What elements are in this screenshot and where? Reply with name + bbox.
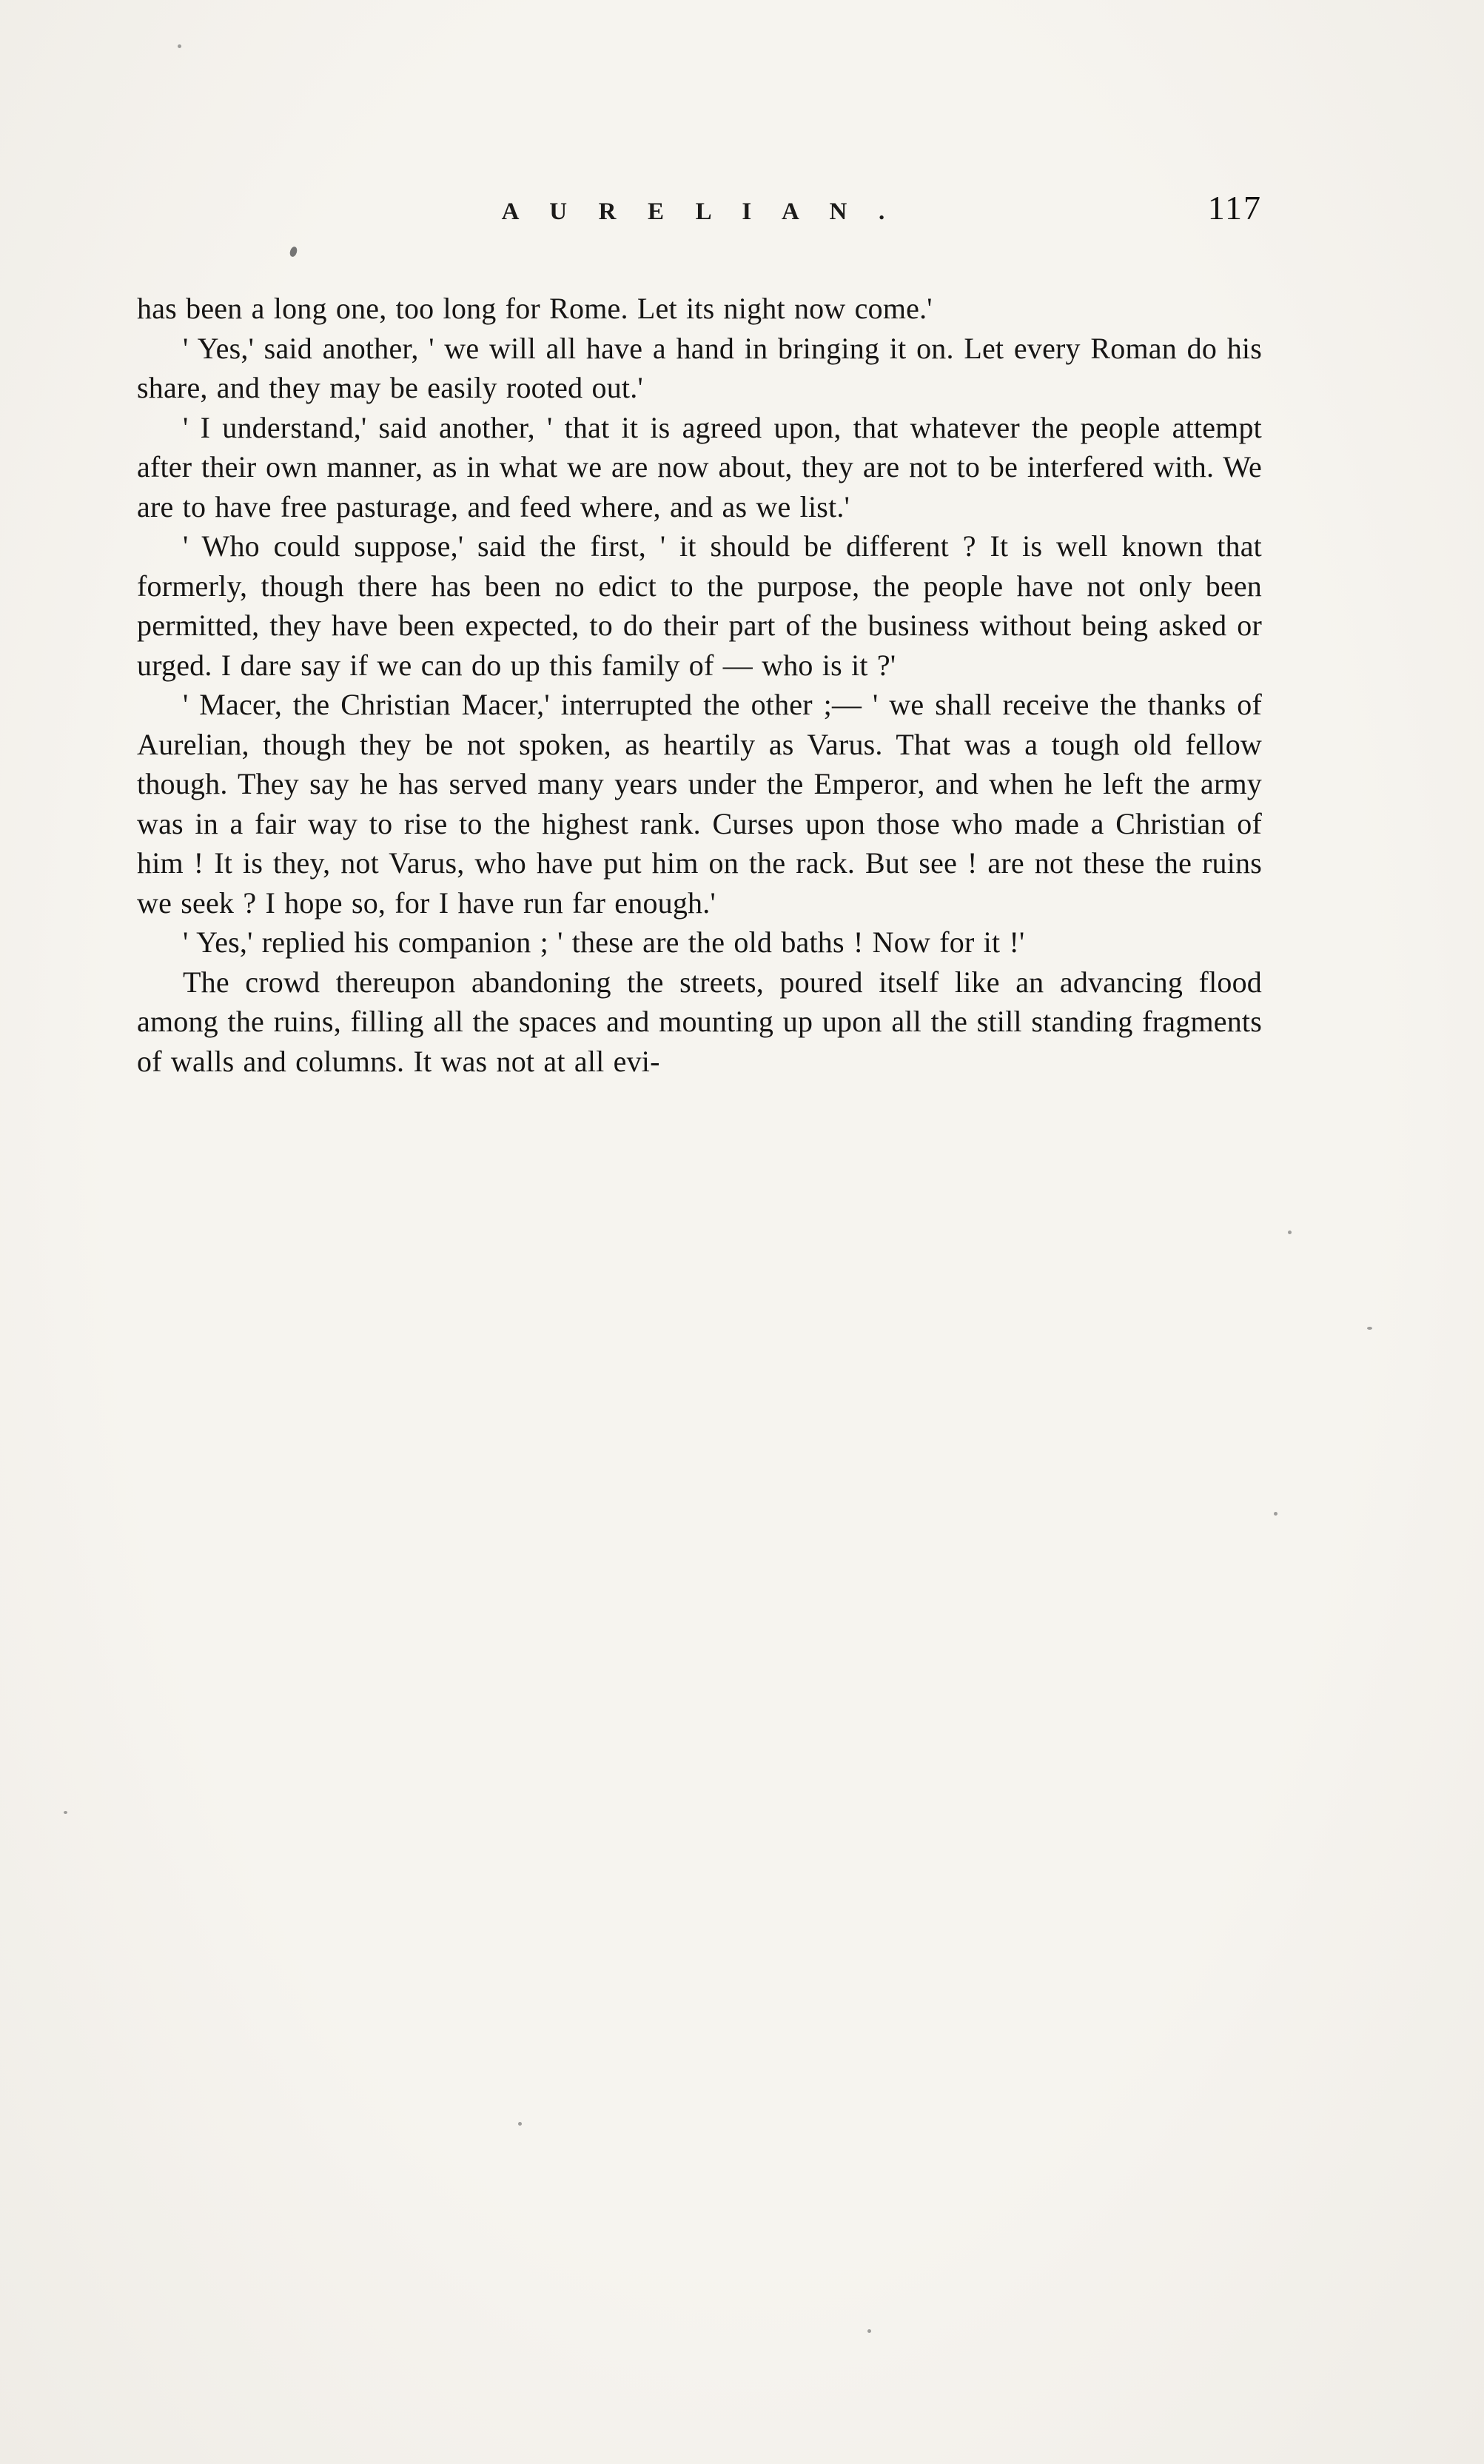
scan-artifact: [518, 2122, 522, 2126]
scan-artifact: [64, 1811, 67, 1814]
paragraph: ' Yes,' replied his companion ; ' these are the old baths ! Now for it !': [183, 925, 1025, 959]
paragraph: has been a long one, too long for Rome. Let its night now come.': [137, 292, 933, 325]
paragraph: ' Macer, the Christian Macer,' interrupted the other ;— ' we shall receive the thanks of Aurelian, though they be not spoken, as heartily as Varus. That was a tough old fellow though. They say he has served many years under the Emperor, and when he left the army was in a fair way to rise to the highest rank. Curses upon those who made a Christian of him ! It is they, not Varus, who have put him on the rack. But see ! are not these the ruins we seek ? I hope so, for I have run far enough.': [137, 688, 1262, 920]
scan-artifact: [178, 44, 181, 48]
paragraph: ' Yes,' said another, ' we will all have a hand in bringing it on. Let every Roman do his share, and they may be easily rooted out.': [137, 331, 1262, 404]
scan-artifact: [1367, 1327, 1372, 1330]
page-number: 117: [1207, 189, 1262, 227]
paragraph: The crowd thereupon abandoning the streets, poured itself like an advancing flood among the ruins, filling all the spaces and mounting up upon all the still standing fragments of walls and columns. It was not at all evi-: [137, 965, 1262, 1078]
paragraph: ' Who could suppose,' said the first, ' it should be different ? It is well known that formerly, though there has been no edict to the purpose, the people have not only been permitted, they have been expected, to do their part of the business without being asked or urged. I dare say if we can do up this family of — who is it ?': [137, 529, 1262, 682]
page-header: [137, 185, 1262, 252]
running-title: A U R E L I A N .: [501, 198, 898, 225]
scan-artifact: [1274, 1512, 1277, 1516]
page-text: [137, 289, 1262, 1081]
scan-artifact: [1288, 1231, 1292, 1234]
scan-artifact: [867, 2329, 871, 2333]
paragraph: ' I understand,' said another, ' that it is agreed upon, that whatever the people attempt after their own manner, as in what we are now about, they are not to be interfered with. We are to have free pasturage, and feed where, and as we list.': [137, 410, 1262, 523]
